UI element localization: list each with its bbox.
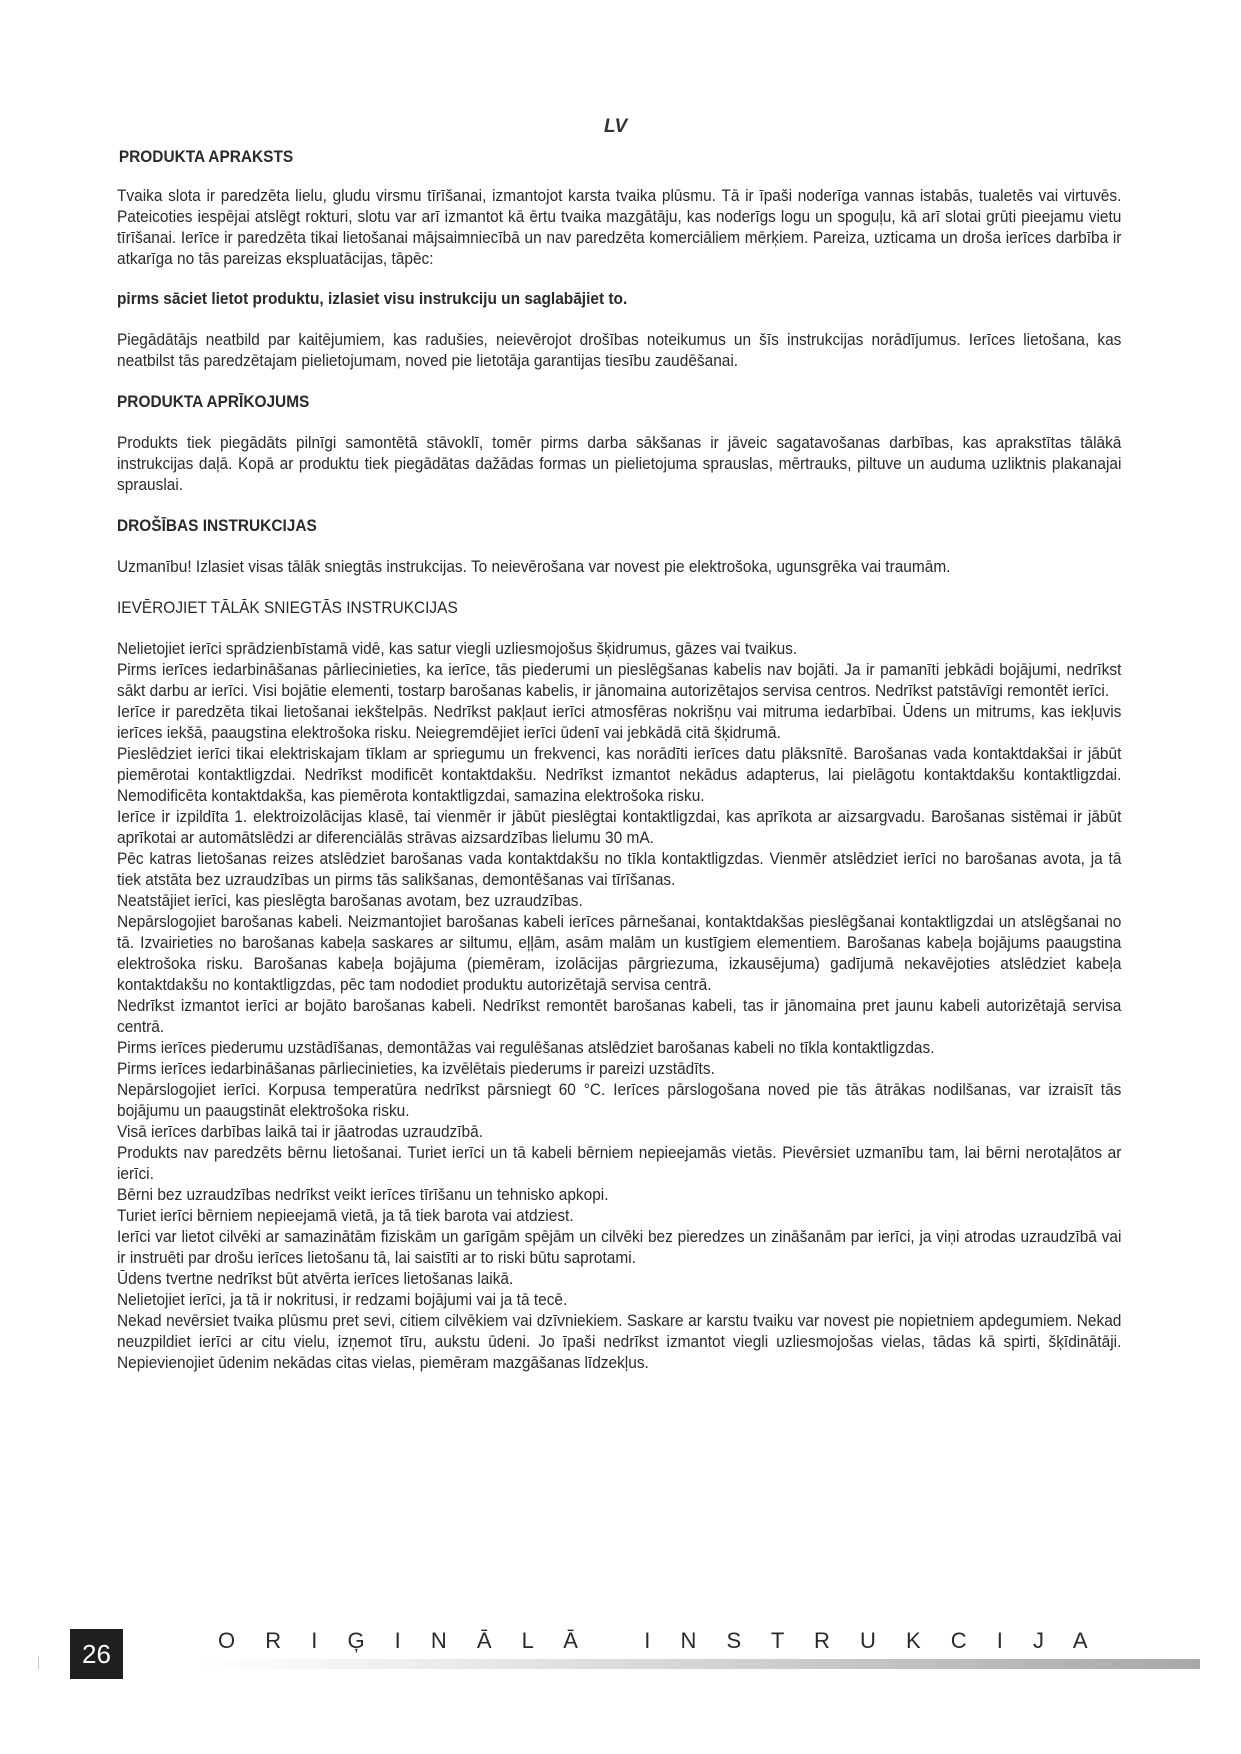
safety-rules-list — [117, 638, 1121, 1373]
list-item: Neatstājiet ierīci, kas pieslēgta barošanas avotam, bez uzraudzības. — [117, 891, 583, 910]
footer-title: O R I Ģ I N Ā L Ā I N S T R U K C I J A — [218, 1628, 1100, 1653]
language-code: LV — [604, 116, 628, 137]
margin-mark — [38, 1656, 39, 1670]
list-item: Nekad nevērsiet tvaika plūsmu pret sevi, citiem cilvēkiem vai dzīvniekiem. Saskare ar karstu tvaiku var novest pie nopietniem apdegumiem. Nekad neuzpildiet ierīci ar citu vielu, izņemot tīru, aukstu ūdeni. Jo īpaši nedrīkst izmantot viegli uzliesmojošas vielas, tādas kā spirti, šķīdinātāji. Nepievienojiet ūdenim nekādas citas vielas, piemēram mazgāšanas līdzekļus. — [117, 1311, 1122, 1372]
paragraph-safety-warning: Uzmanību! Izlasiet visas tālāk sniegtās instrukcijas. To neievērošana var novest pie elektrošoka, ugunsgrēka vai traumām. — [117, 557, 951, 576]
list-item: Ierīci var lietot cilvēki ar samazinātām fiziskām un garīgām spējām un cilvēki bez pieredzes un zināšanām par ierīci, ja viņi atrodas uzraudzībā vai ir instruēti par drošu ierīces lietošanu tā, lai saistīti ar to riski būtu saprotami. — [117, 1227, 1122, 1267]
list-item: Bērni bez uzraudzības nedrīkst veikt ierīces tīrīšanu un tehnisko apkopi. — [117, 1185, 609, 1204]
list-item: Turiet ierīci bērniem nepieejamā vietā, ja tā tiek barota vai atdziest. — [117, 1206, 574, 1225]
list-item: Ūdens tvertne nedrīkst būt atvērta ierīces lietošanas laikā. — [117, 1269, 514, 1288]
subheading-follow-instructions: IEVĒROJIET TĀLĀK SNIEGTĀS INSTRUKCIJAS — [117, 598, 458, 617]
list-item: Pirms ierīces piederumu uzstādīšanas, demontāžas vai regulēšanas atslēdziet barošanas kabeli no tīkla kontaktligzdas. — [117, 1038, 935, 1057]
list-item: Ierīce ir paredzēta tikai lietošanai iekštelpās. Nedrīkst pakļaut ierīci atmosfēras nokrišņu vai mitruma iedarbībai. Ūdens un mitrums, kas iekļuvis ierīces iekšā, paaugstina elektrošoka risku. Neiegremdējiet ierīci ūdenī vai jebkādā citā šķidrumā. — [117, 702, 1122, 742]
list-item: Pirms ierīces iedarbināšanas pārliecinieties, ka izvēlētais piederums ir pareizi uzstādīts. — [117, 1059, 715, 1078]
paragraph-read-instructions: pirms sāciet lietot produktu, izlasiet visu instrukciju un saglabājiet to. — [117, 289, 628, 308]
document-body — [117, 146, 1121, 1373]
footer-bar — [200, 1659, 1200, 1669]
list-item: Nepārslogojiet ierīci. Korpusa temperatūra nedrīkst pārsniegt 60 °C. Ierīces pārslogošana noved pie tās ātrākas nodilšanas, var izraisīt tās bojājumu un paaugstināt elektrošoka risku. — [117, 1080, 1122, 1120]
list-item: Produkts nav paredzēts bērnu lietošanai. Turiet ierīci un tā kabeli bērniem nepieejamās vietās. Pievērsiet uzmanību tam, lai bērni nerotaļātos ar ierīci. — [117, 1143, 1122, 1183]
paragraph-liability: Piegādātājs neatbild par kaitējumiem, kas radušies, neievērojot drošības noteikumus un šīs instrukcijas norādījumus. Ierīces lietošana, kas neatbilst tās paredzētajam pielietojumam, noved pie lietotāja garantijas tiesību zaudēšanai. — [117, 330, 1122, 370]
list-item: Pirms ierīces iedarbināšanas pārliecinieties, ka ierīce, tās piederumi un pieslēgšanas kabelis nav bojāti. Ja ir pamanīti jebkādi bojājumi, nedrīkst sākt darbu ar ierīci. Visi bojātie elementi, tostarp barošanas kabelis, ir jānomaina autorizētajos servisa centros. Nedrīkst patstāvīgi remontēt ierīci. — [117, 660, 1122, 700]
list-item: Nedrīkst izmantot ierīci ar bojāto barošanas kabeli. Nedrīkst remontēt barošanas kabeli, tas ir jānomaina pret jaunu kabeli autorizētajā servisa centrā. — [117, 996, 1122, 1036]
list-item: Visā ierīces darbības laikā tai ir jāatrodas uzraudzībā. — [117, 1122, 483, 1141]
section-title-safety: DROŠĪBAS INSTRUKCIJAS — [117, 516, 317, 535]
section-title-product-equipment: PRODUKTA APRĪKOJUMS — [117, 392, 310, 411]
list-item: Nelietojiet ierīci, ja tā ir nokritusi, ir redzami bojājumi vai ja tā tecē. — [117, 1290, 568, 1309]
paragraph-product-equipment: Produkts tiek piegādāts pilnīgi samontētā stāvoklī, tomēr pirms darba sākšanas ir jāveic sagatavošanas darbības, kas aprakstītas tālākā instrukcijas daļā. Kopā ar produktu tiek piegādātas dažādas formas un pielietojuma sprauslas, mērtrauks, piltuve un auduma uzliktnis plakanajai sprauslai. — [117, 433, 1122, 494]
section-title-product-description: PRODUKTA APRAKSTS — [118, 147, 294, 166]
list-item: Pēc katras lietošanas reizes atslēdziet barošanas vada kontaktdakšu no tīkla kontaktligzdas. Vienmēr atslēdziet ierīci no barošanas avota, ja tā tiek atstāta bez uzraudzības un pirms tās salikšanas, demontēšanas vai tīrīšanas. — [117, 849, 1122, 889]
list-item: Nepārslogojiet barošanas kabeli. Neizmantojiet barošanas kabeli ierīces pārnešanai, kontaktdakšas pieslēgšanai kontaktligzdai un atslēgšanai no tā. Izvairieties no barošanas kabeļa saskares ar siltumu, eļļām, asām malām un kustīgiem elementiem. Barošanas kabeļa bojājums paaugstina elektrošoka risku. Barošanas kabeļa bojājuma (piemēram, izolācijas pārgriezuma, izkausējuma) gadījumā nekavējoties atslēdziet kabeļa kontaktdakšu no kontaktligzdas, pēc tam nododiet produktu autorizētajā servisa centrā. — [117, 912, 1122, 994]
paragraph-product-description: Tvaika slota ir paredzēta lielu, gludu virsmu tīrīšanai, izmantojot karsta tvaika plūsmu. Tā ir īpaši noderīga vannas istabās, tualetēs vai virtuvēs. Pateicoties iespējai atslēgt rokturi, slotu var arī izmantot kā ērtu tvaika mazgātāju, kas noderīgs logu un spoguļu, kā arī slotai grūti pieejamu vietu tīrīšanai. Ierīce ir paredzēta tikai lietošanai mājsaimniecībā un nav paredzēta komerciāliem mērķiem. Pareiza, uzticama un droša ierīces darbība ir atkarīga no tās pareizas ekspluatācijas, tāpēc: — [117, 186, 1122, 268]
list-item: Nelietojiet ierīci sprādzienbīstamā vidē, kas satur viegli uzliesmojošus šķidrumus, gāzes vai tvaikus. — [117, 639, 798, 658]
list-item: Pieslēdziet ierīci tikai elektriskajam tīklam ar spriegumu un frekvenci, kas norādīti ierīces datu plāksnītē. Barošanas vada kontaktdakšai ir jābūt piemērotai kontaktligzdai. Nedrīkst modificēt kontaktdakšu. Nedrīkst izmantot nekādus adapterus, lai pielāgotu kontaktdakšu kontaktligzdai. Nemodificēta kontaktdakša, kas piemērota kontaktligzdai, samazina elektrošoka risku. — [117, 744, 1122, 805]
list-item: Ierīce ir izpildīta 1. elektroizolācijas klasē, tai vienmēr ir jābūt pieslēgtai kontaktligzdai, kas aprīkota ar aizsargvadu. Barošanas sistēmai ir jābūt aprīkotai ar automātslēdzi ar diferenciālās strāvas aizsardzības lielumu 30 mA. — [117, 807, 1122, 847]
page-number: 26 — [70, 1629, 123, 1679]
